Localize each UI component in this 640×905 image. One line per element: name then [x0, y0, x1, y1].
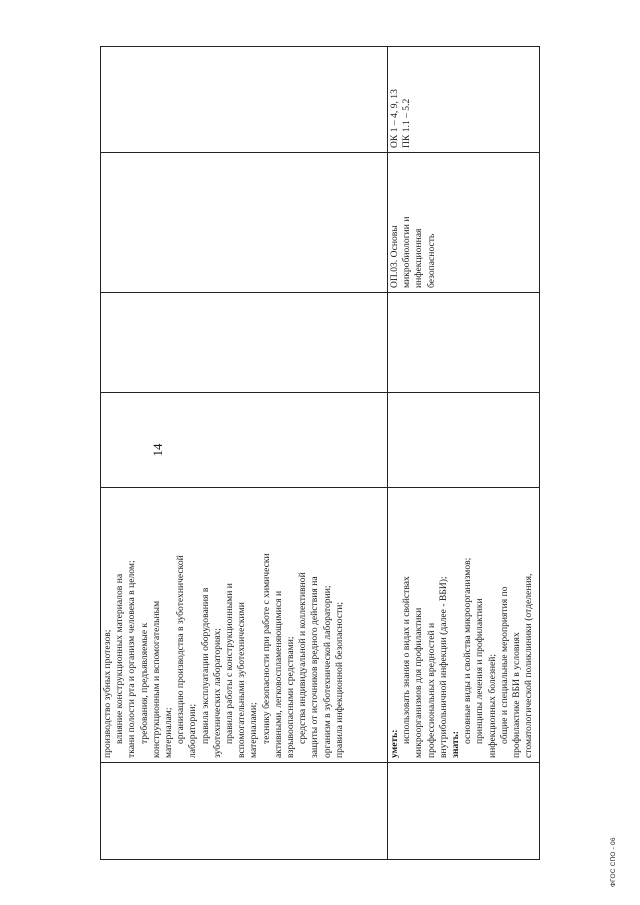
- text-line: производство зубных протезов;: [102, 629, 113, 758]
- text-line: использовать знания о видах и свойствах: [401, 576, 413, 744]
- discipline-list: [389, 157, 438, 288]
- text-line: принципы лечения и профилактики: [474, 598, 486, 744]
- content-list: [389, 492, 535, 758]
- text-line: инфекционная: [413, 228, 425, 288]
- hours-required-cell: [101, 293, 388, 393]
- text-line: конструкционным и вспомогательным: [150, 600, 162, 758]
- page-number: 14: [150, 443, 165, 457]
- hours-total-cell: [101, 393, 388, 488]
- competencies-cell: [387, 47, 539, 153]
- competencies-cell: [101, 47, 388, 153]
- text-line: правила работы с конструкционными и: [224, 583, 236, 744]
- text-line: взрывоопасными средствами;: [285, 636, 297, 758]
- text-line: вспомогательными зуботехническими: [236, 602, 248, 758]
- text-line: стоматологической поликлиники (отделения,: [523, 573, 535, 758]
- text-line: правила инфекционной безопасности;: [333, 601, 345, 758]
- text-line: ОК 1 – 4, 9, 13: [388, 89, 400, 148]
- text-line: внутрибольничной инфекции (далее - ВБИ);: [437, 576, 449, 758]
- content-list: [102, 492, 346, 758]
- text-line: инфекционных болезней;: [486, 653, 498, 758]
- document-code: ФГОС СПО - 06: [610, 837, 617, 887]
- text-line: общие и специальные мероприятия по: [498, 586, 510, 744]
- text-line: ОП.03. Основы: [388, 225, 400, 288]
- text-line: микроорганизмов для профилактики: [413, 607, 425, 758]
- text-line: средства индивидуальной и коллективной: [297, 572, 309, 744]
- text-line: безопасность: [425, 233, 437, 288]
- text-line: требования, предъявляемые к: [138, 622, 150, 744]
- index-cell: [387, 763, 539, 860]
- competencies-list: [389, 51, 413, 148]
- table-row: [387, 47, 539, 860]
- text-line: влияние конструкционных материалов на: [114, 573, 126, 744]
- text-line: организацию производства в зуботехнической: [175, 555, 187, 744]
- discipline-cell: [101, 153, 388, 293]
- text-line: правила эксплуатации оборудования в: [199, 587, 211, 744]
- text-line: зуботехнических лабораториях;: [211, 628, 223, 758]
- hours-required-cell: [387, 293, 539, 393]
- text-line: профессиональных вредностей и: [425, 622, 437, 758]
- text-line: ткани полости рта и организм человека в целом;: [126, 560, 138, 758]
- text-line: лаборатории;: [187, 703, 199, 758]
- text-line: микробиологии и: [401, 216, 413, 288]
- discipline-cell: [387, 153, 539, 293]
- content-cell: [387, 488, 539, 763]
- text-line: организм в зуботехнической лаборатории;: [321, 585, 333, 758]
- content-cell: [101, 488, 388, 763]
- text-line: технику безопасности при работе с химически: [260, 553, 272, 744]
- text-line: профилактике ВБИ в условиях: [510, 632, 522, 758]
- text-line: материалам;: [163, 707, 175, 758]
- text-line: уметь:: [388, 729, 400, 758]
- index-cell: [101, 763, 388, 860]
- text-line: защиты от источников вредного действия на: [309, 576, 321, 758]
- table-row: [101, 47, 388, 860]
- standard-table: [100, 46, 540, 860]
- text-line: материалами;: [248, 702, 260, 758]
- text-line: активными, легковоспламеняющимися и: [272, 590, 284, 758]
- text-line: ПК 1.1 – 5.2: [401, 98, 413, 148]
- text-line: знать:: [449, 731, 461, 758]
- hours-total-cell: [387, 393, 539, 488]
- text-line: основные виды и свойства микроорганизмов;: [462, 557, 474, 744]
